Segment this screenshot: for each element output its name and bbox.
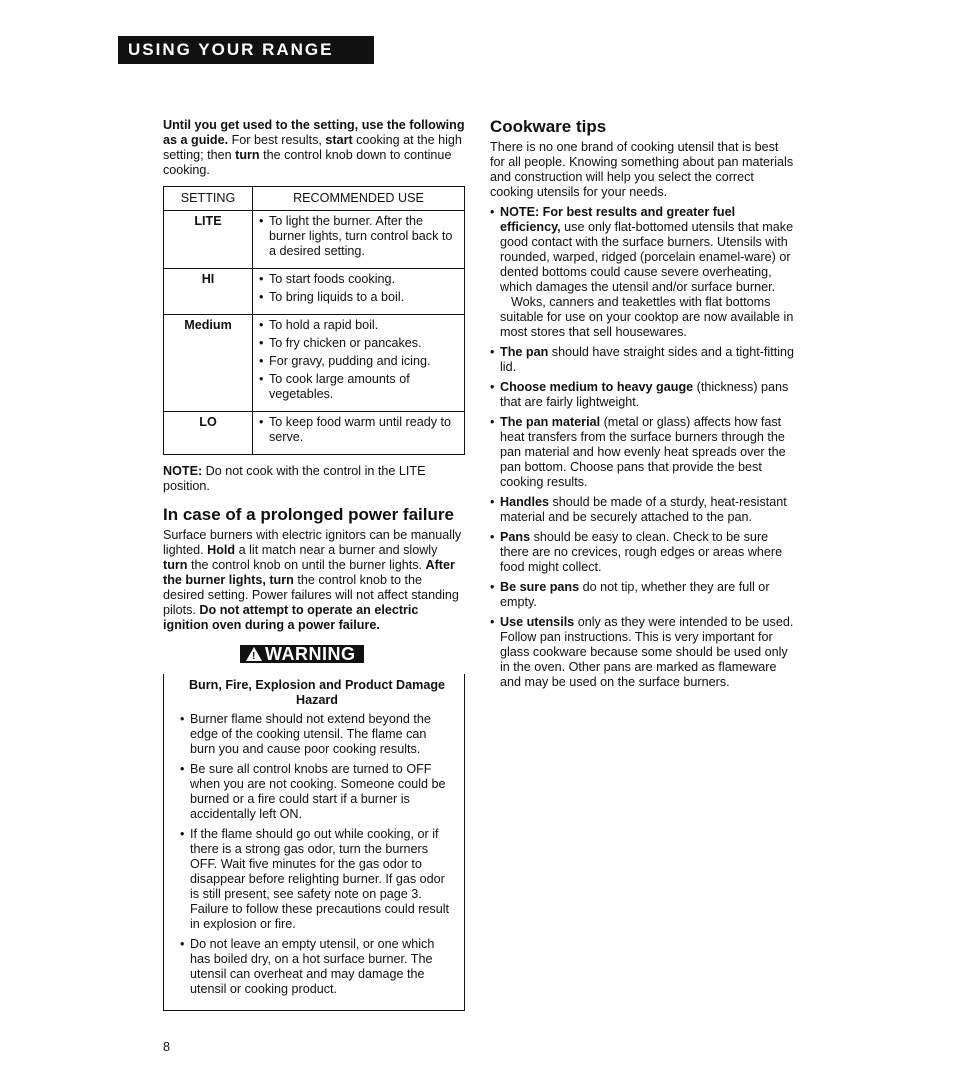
warning-title: Burn, Fire, Explosion and Product Damage Hazard: [188, 678, 446, 707]
list-item: • Be sure all control knobs are turned to OFF when you are not cooking. Someone could be burned or a fire could start if a burner is accidentally left ON.: [180, 762, 454, 822]
list-item: • The pan material (metal or glass) affects how fast heat transfers from the surface burners through the pan material and how evenly heat spreads over the pan bottom. Choose pans that provide the best cooking results.: [490, 415, 795, 490]
right-column: [490, 118, 795, 695]
left-column: [163, 118, 465, 1011]
column-header-setting: SETTING: [164, 187, 253, 211]
list-item: • Be sure pans do not tip, whether they are full or empty.: [490, 580, 795, 610]
list-item: • Do not leave an empty utensil, or one which has boiled dry, on a hot surface burner. The utensil can overheat and may damage the utensil or cooking product.: [180, 937, 454, 997]
use-cell: • To light the burner. After the burner lights, turn control back to a desired setting.: [253, 211, 465, 269]
woks-paragraph: Woks, canners and teakettles with flat bottoms suitable for use on your cooktop are now available in most stores that sell housewares.: [500, 295, 794, 339]
list-item: • Burner flame should not extend beyond the edge of the cooking utensil. The flame can burn you and cause poor cooking results.: [180, 712, 454, 757]
power-failure-paragraph: Surface burners with electric ignitors can be manually lighted. Hold a lit match near a burner and slowly turn the control knob on until the burner lights. After the burner lights, turn the control knob to the desired setting. Power failures will not affect standing pilots. Do not attempt to operate an electric ignition oven during a power failure.: [163, 528, 462, 632]
use-cell: • To hold a rapid boil. • To fry chicken or pancakes. • For gravy, pudding and icing. • To cook large amounts of vegetables.: [253, 315, 465, 412]
setting-cell: LITE: [164, 211, 253, 269]
table-row: [164, 412, 465, 455]
column-header-use: RECOMMENDED USE: [253, 187, 465, 211]
section-header: USING YOUR RANGE: [118, 36, 374, 64]
list-item: • Choose medium to heavy gauge (thickness) pans that are fairly lightweight.: [490, 380, 795, 410]
use-cell: • To start foods cooking. • To bring liquids to a boil.: [253, 269, 465, 315]
list-item: • If the flame should go out while cooking, or if there is a strong gas odor, turn the burners OFF. Wait five minutes for the gas odor to disappear before relighting burner. If gas odor is still present, see safety note on page 3. Failure to follow these precautions could result in explosion or fire.: [180, 827, 454, 932]
warning-box: [163, 674, 465, 1011]
power-failure-heading: In case of a prolonged power failure: [163, 505, 454, 524]
table-row: [164, 269, 465, 315]
table-row: [164, 315, 465, 412]
setting-cell: LO: [164, 412, 253, 455]
cookware-heading: Cookware tips: [490, 117, 607, 136]
table-note: NOTE: Do not cook with the control in the LITE position.: [163, 464, 426, 493]
warning-section: [163, 645, 465, 1011]
setting-cell: HI: [164, 269, 253, 315]
settings-table: [163, 186, 465, 455]
list-item: • Pans should be easy to clean. Check to be sure there are no crevices, rough edges or areas where food might collect.: [490, 530, 795, 575]
intro-paragraph: Until you get used to the setting, use the following as a guide. For best results, start cooking at the high setting; then turn the control knob down to continue cooking.: [163, 118, 465, 177]
cookware-intro: There is no one brand of cooking utensil that is best for all people. Knowing something about pan materials and construction will help you select the correct cooking utensils for your needs.: [490, 140, 794, 199]
list-item: • Handles should be made of a sturdy, heat-resistant material and be securely attached to the pan.: [490, 495, 795, 525]
page-number: 8: [163, 1040, 171, 1054]
list-item: • NOTE: For best results and greater fuel efficiency, use only flat-bottomed utensils that make good contact with the surface burners. Utensils with rounded, warped, ridged (porcelain enamel-ware) or dented bottoms could cause severe overheating, which damages the utensil and/or surface burner. Woks, canners and teakettles with flat bottoms suitable for use on your cooktop are now available in most stores that sell housewares.: [490, 205, 795, 340]
table-row: [164, 211, 465, 269]
list-item: • The pan should have straight sides and a tight-fitting lid.: [490, 345, 795, 375]
list-item: • Use utensils only as they were intended to be used. Follow pan instructions. This is very important for glass cookware because some should be used only in the oven. Other pans are marked as flameware and may be used on the surface burners.: [490, 615, 795, 690]
warning-label: !WARNING: [240, 645, 364, 663]
use-cell: • To keep food warm until ready to serve.: [253, 412, 465, 455]
warning-triangle-icon: [246, 647, 262, 661]
setting-cell: Medium: [164, 315, 253, 412]
